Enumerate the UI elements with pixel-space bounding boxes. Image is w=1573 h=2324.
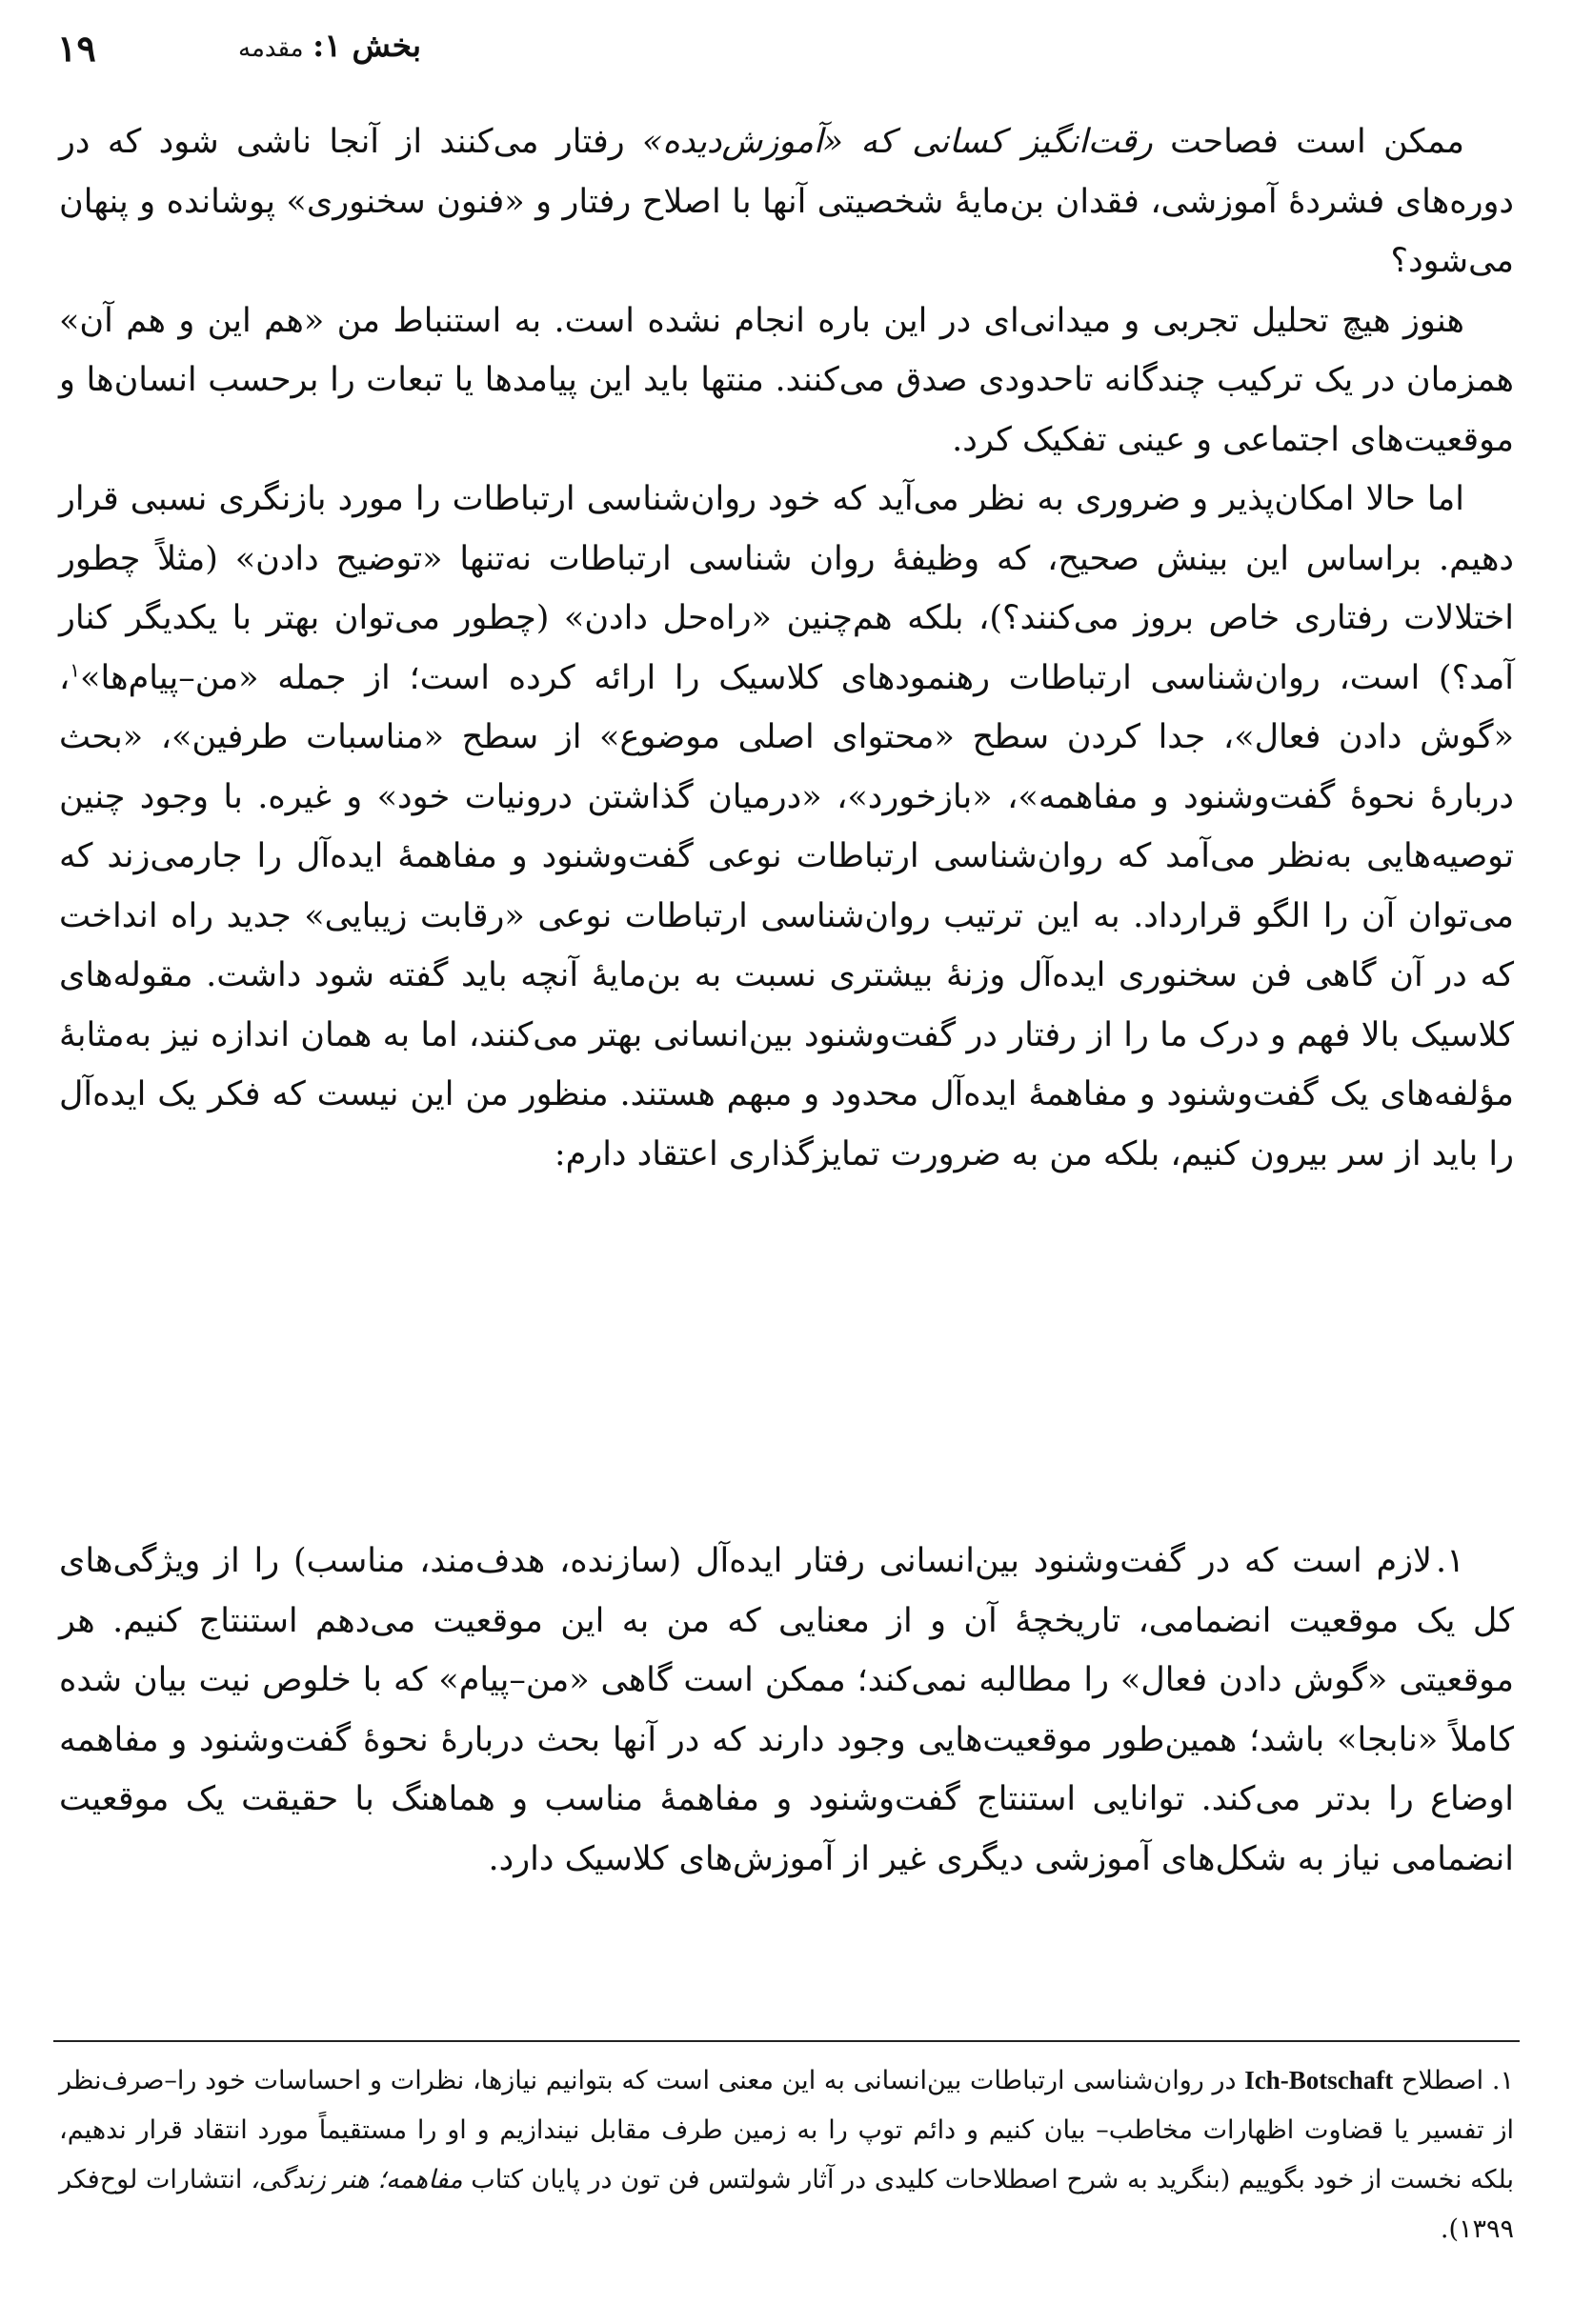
footnote-text: انتشارات لوح‌فکر ۱۳۹۹). <box>59 2165 1514 2244</box>
book-title: مفاهمه؛ هنر زندگی، <box>251 2165 463 2194</box>
footnote-term: Ich-Botschaft <box>1244 2066 1394 2094</box>
footnote-text: در روان‌شناسی ارتباطات بین‌انسانی به این معنی است که بتوانیم نیازها، نظرات و احساسات خود را–صرف‌نظر از تفسیر یا قضاوت اظهارات مخاطب– بیان کنیم و دائم توپ را به زمین طرف مقابل نیندازیم و او را مستقیماً مورد انتقاد قرار ندهیم، بلکه نخست از خود بگوییم (بنگرید به شرح اصطلاحات کلیدی در آثار شولتس فن تون در پایان کتاب <box>59 2066 1515 2194</box>
numbered-list <box>59 1532 1514 1889</box>
chapter-title: مقدمه <box>238 34 304 63</box>
body-text <box>59 112 1514 1184</box>
footnote-marker: ۱ <box>70 657 81 681</box>
footnote-number: ۱. <box>1491 2066 1514 2095</box>
footnote-text: اصطلاح <box>1393 2066 1484 2095</box>
footnote-divider <box>53 2040 1520 2042</box>
emphasis-text: رقت‌انگیز کسانی که «آموزش‌دیده» <box>642 123 1153 161</box>
part-label: بخش ۱: <box>313 27 422 64</box>
paragraph-text: ممکن است فصاحت <box>1152 123 1464 161</box>
running-head <box>238 27 421 64</box>
paragraph-text: رفتار می‌کنند از آنجا ناشی شود که در دوره‌های فشردهٔ آموزشی، فقدان بن‌مایهٔ شخصیتی آنها با اصلاح رفتار و «فنون سخنوری» پوشانده و پنهان می‌شود؟ <box>59 123 1514 280</box>
paragraph <box>59 470 1514 1184</box>
paragraph-text: اما حالا امکان‌پذیر و ضروری به نظر می‌آید که خود روان‌شناسی ارتباطات را مورد بازنگری نسبی قرار دهیم. براساس این بینش صحیح، که وظیفهٔ روان شناسی ارتباطات نه‌تنها «توضیح دادن» (مثلاً چطور اختلالات رفتاری خاص بروز می‌کنند؟)، بلکه هم‌چنین «راه‌حل دادن» (چطور می‌توان بهتر با یکدیگر کنار آمد؟) است، روان‌شناسی ارتباطات رهنمودهای کلاسیک را ارائه کرده است؛ از جمله «من–پیام‌ها» <box>59 480 1514 697</box>
list-text: لازم است که در گفت‌وشنود بین‌انسانی رفتار ایده‌آل (سازنده، هدف‌مند، مناسب) را از ویژگی‌های کل یک موقعیت انضمامی، تاریخچهٔ آن و از معنایی که من به این موقعیت می‌دهم استنتاج کنیم. هر موقعیتی «گوش دادن فعال» را مطالبه نمی‌کند؛ ممکن است گاهی «من–پیام» که با خلوص نیت بیان شده کاملاً «نابجا» باشد؛ همین‌طور موقعیت‌هایی وجود دارند که در آنها بحث دربارهٔ نحوهٔ گفت‌وشنود و مفاهمه اوضاع را بدتر می‌کند. توانایی استنتاج گفت‌وشنود و مفاهمهٔ مناسب و هماهنگ با حقیقت یک موقعیت انضمامی نیاز به شکل‌های آموزشی دیگری غیر از آموزش‌های کلاسیک دارد. <box>59 1542 1514 1878</box>
footnote <box>59 2055 1514 2254</box>
paragraph: هنوز هیچ تحلیل تجربی و میدانی‌ای در این باره انجام نشده است. به استنباط من «هم این و هم آن» همزمان در یک ترکیب چندگانه تاحدودی صدق می‌کنند. منتها باید این پیامدها یا تبعات را برحسب انسان‌ها و موقعیت‌های اجتماعی و عینی تفکیک کرد. <box>59 301 1514 459</box>
list-item <box>59 1532 1514 1889</box>
page-number: ۱۹ <box>57 27 96 70</box>
page-header <box>57 21 1516 78</box>
list-number: ۱. <box>1436 1542 1464 1580</box>
paragraph-text: ، «گوش دادن فعال»، جدا کردن سطح «محتوای اصلی موضوع» از سطح «مناسبات طرفین»، «بحث دربارهٔ نحوهٔ گفت‌وشنود و مفاهمه»، «بازخورد»، «درمیان گذاشتن درونیات خود» و غیره. با وجود چنین توصیه‌هایی به‌نظر می‌آمد که روان‌شناسی ارتباطات نوعی گفت‌وشنود و مفاهمهٔ ایده‌آل را جارمی‌زند که می‌توان آن را الگو قرارداد. به این ترتیب روان‌شناسی ارتباطات نوعی «رقابت زیبایی» جدید راه انداخت که در آن گاهی فن سخنوری ایده‌آل وزنهٔ بیشتری نسبت به بن‌مایهٔ آنچه باید گفته شود داشت. مقوله‌های کلاسیک بالا فهم و درک ما را از رفتار در گفت‌وشنود بین‌انسانی بهتر می‌کنند، اما به همان اندازه نیز به‌مثابهٔ مؤلفه‌های یک گفت‌وشنود و مفاهمهٔ ایده‌آل محدود و مبهم هستند. منظور من این نیست که فکر یک ایده‌آل را باید از سر بیرون کنیم، بلکه من به ضرورت تمایزگذاری اعتقاد دارم: <box>59 658 1514 1173</box>
paragraph <box>59 112 1514 291</box>
